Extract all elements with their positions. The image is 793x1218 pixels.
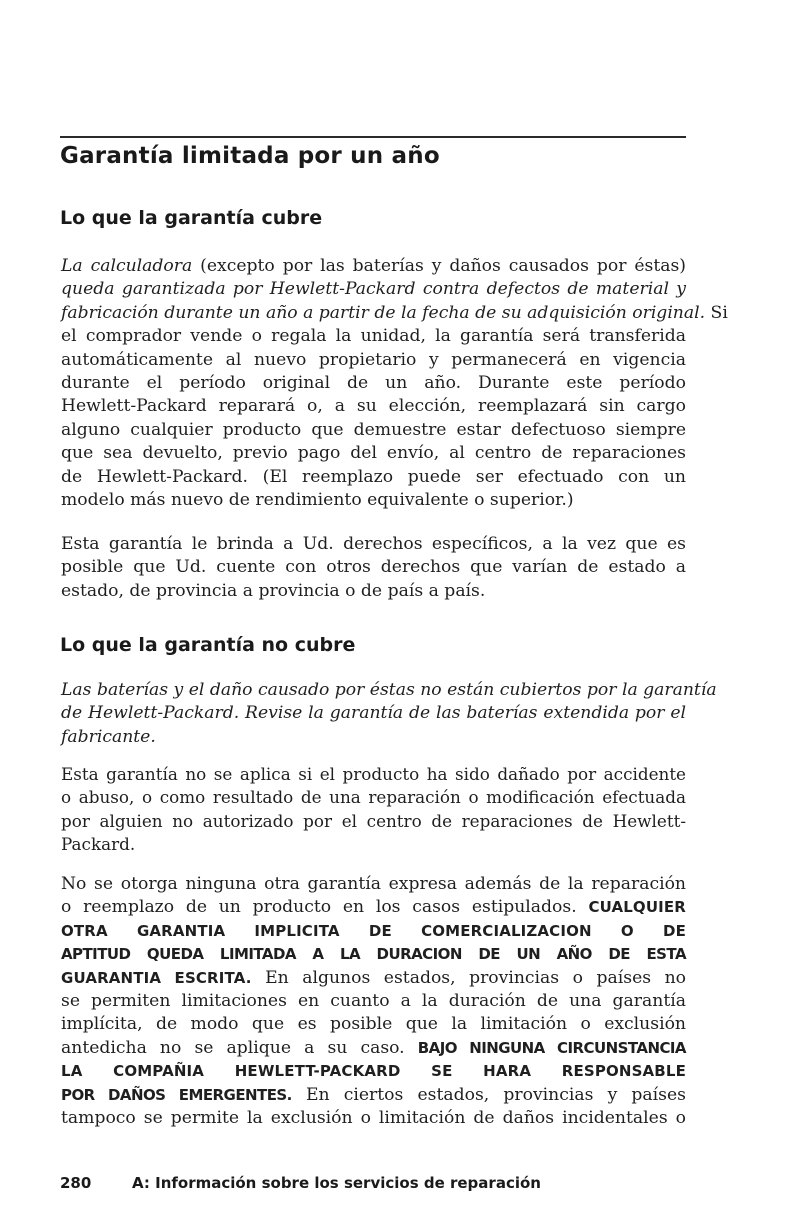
batteries-paragraph (61, 679, 717, 749)
bold-text: BAJO NINGUNA CIRCUNSTANCIA (417, 1038, 686, 1057)
text-line: queda garantizada por Hewlett-Packard contra defectos de material y (61, 279, 686, 300)
bold-text: POR DAÑOS EMERGENTES. (61, 1085, 292, 1104)
text-line: por alguien no autorizado por el centro de reparaciones de Hewlett- (61, 810, 686, 831)
text-line: de Hewlett-Packard. (El reemplazo puede ser efectuado con un (61, 466, 686, 487)
text-run: (excepto por las baterías y daños causados por éstas) (192, 256, 687, 276)
text-line: automáticamente al nuevo propietario y permanecerá en vigencia (61, 349, 686, 370)
text-line: No se otorga ninguna otra garantía expresa además de la reparación (61, 874, 686, 894)
limitations-paragraph (61, 873, 686, 1130)
text-line: de Hewlett-Packard. Revise la garantía de las baterías extendida por el (61, 703, 686, 724)
rights-paragraph (61, 533, 686, 603)
text-run: Si (705, 302, 728, 323)
text-line: Esta garantía no se aplica si el producto ha sido dañado por accidente (61, 764, 686, 784)
text-line: modelo más nuevo de rendimiento equivalente o superior.) (61, 490, 574, 511)
bold-text-line: APTITUD QUEDA LIMITADA A LA DURACION DE UN AÑO DE ESTA (61, 945, 686, 964)
text-run: o reemplazo de un producto en los casos estipulados. (61, 897, 589, 918)
exclusions-paragraph (61, 763, 686, 857)
text-line: posible que Ud. cuente con otros derechos que varían de estado a (61, 557, 686, 578)
text-line: que sea devuelto, previo pago del envío, al centro de reparaciones (61, 443, 686, 464)
text-line: fabricante. (61, 726, 156, 747)
text-line: Packard. (61, 834, 136, 855)
text-line: estado, de provincia a provincia o de país a país. (61, 580, 486, 601)
text-line: se permiten limitaciones en cuanto a la duración de una garantía (61, 991, 686, 1012)
page-number: 280 (60, 1174, 92, 1192)
text-line: el comprador vende o regala la unidad, la garantía será transferida (61, 326, 686, 347)
page-footer (60, 1174, 541, 1192)
italic-text: La calculadora (61, 256, 193, 276)
bold-text: GUARANTIA ESCRITA. (61, 968, 252, 987)
text-line: Hewlett-Packard reparará o, a su elección, reemplazará sin cargo (61, 396, 686, 417)
page-title: Garantía limitada por un año (60, 143, 440, 169)
bold-text-line: OTRA GARANTIA IMPLICITA DE COMERCIALIZACION O DE (61, 921, 686, 940)
text-line: implícita, de modo que es posible que la limitación o exclusión (61, 1014, 686, 1035)
section-heading-not-covers: Lo que la garantía no cubre (60, 634, 356, 656)
text-line (61, 1084, 686, 1107)
text-line (61, 1037, 686, 1060)
italic-text: fabricación durante un año a partir de la fecha de su adquisición original. (61, 302, 706, 323)
text-line: alguno cualquier producto que demuestre estar defectuoso siempre (61, 419, 686, 440)
text-line (61, 255, 686, 278)
text-line (61, 967, 686, 990)
bold-text: CUALQUIER (588, 898, 686, 917)
chapter-title: A: Información sobre los servicios de reparación (132, 1174, 541, 1192)
covers-paragraph (61, 255, 728, 512)
section-heading-covers: Lo que la garantía cubre (60, 207, 323, 229)
text-line: tampoco se permite la exclusión o limitación de daños incidentales o (61, 1108, 686, 1129)
text-run: antedicha no se aplique a su caso. (61, 1037, 418, 1058)
text-line (61, 302, 728, 325)
title-rule (60, 136, 686, 138)
text-line: o abuso, o como resultado de una reparación o modificación efectuada (61, 787, 686, 808)
text-line: Esta garantía le brinda a Ud. derechos específicos, a la vez que es (61, 534, 686, 554)
text-line: Las baterías y el daño causado por éstas no están cubiertos por la garantía (61, 680, 717, 700)
text-line: durante el período original de un año. Durante este período (61, 373, 686, 394)
text-run: En algunos estados, provincias o países no (251, 967, 686, 988)
text-line (61, 896, 686, 919)
text-run: En ciertos estados, provincias y países (291, 1084, 686, 1105)
bold-text-line: LA COMPAÑIA HEWLETT-PACKARD SE HARA RESPONSABLE (61, 1062, 686, 1081)
